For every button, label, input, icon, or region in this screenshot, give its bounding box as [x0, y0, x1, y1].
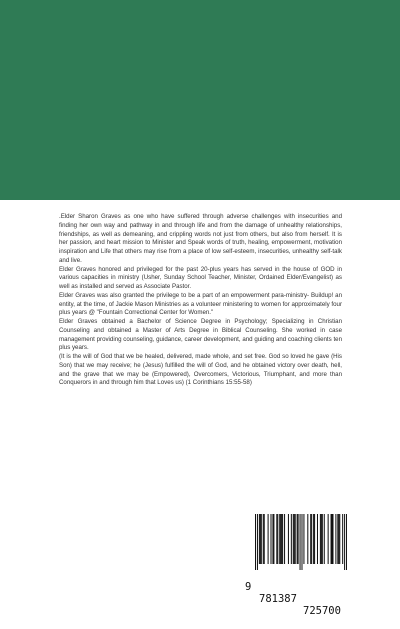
barcode-bar: [320, 514, 321, 564]
barcode-bar: [284, 514, 285, 564]
barcode-bar: [297, 514, 298, 564]
education-paragraph: Elder Graves obtained a Bachelor of Science Degree in Psychology; Specializing in Christian Counseling and obtained a Master of Arts Degree in Biblical Counseling. She worked in case management providing counseling, guidance, career development, and guiding and coaching clients ten plus years.: [59, 318, 342, 352]
barcode-bar: [272, 514, 273, 564]
barcode-bar: [303, 514, 304, 564]
barcode-bar: [339, 514, 340, 564]
barcode-bar: [263, 514, 264, 564]
barcode-bar: [259, 514, 260, 564]
barcode-bar: [279, 514, 280, 564]
barcode-bar: [277, 514, 278, 564]
barcode-bar: [337, 514, 338, 564]
barcode-bars: [255, 514, 347, 570]
barcode-bar: [324, 514, 325, 564]
barcode-digits: [243, 569, 349, 629]
barcode-bar: [280, 514, 281, 564]
barcode-bar: [338, 514, 339, 564]
cover-color-band: [0, 0, 400, 200]
barcode-bar: [281, 514, 282, 564]
barcode-bar: [270, 514, 271, 564]
barcode-bar: [282, 514, 283, 564]
barcode-bar: [276, 514, 277, 564]
barcode-bar: [293, 514, 294, 564]
scripture-paragraph: (It is the will of God that we be healed, delivered, made whole, and set free. God so loved he gave (His Son) that we may receive; he (Jesus) fulfilled the will of God, and he obtained victory over death, hell, and the grave that we may be (Empowered), Overcomers, Victorious, Triumphant, and more than Conquerors in and through him that Loves us) (1 Corinthians 15:55-58): [59, 353, 342, 387]
para-ministry-paragraph: Elder Graves was also granted the privilege to be a part of an empowerment para-ministry- Buildup! an entity, at the time, of Jackie Mason Ministries as a volunteer ministering to women for approximately four plus years @ "Fountain Correctional Center for Women.": [59, 291, 342, 317]
barcode-bar: [261, 514, 262, 564]
barcode-bar: [288, 514, 289, 564]
barcode-bar: [346, 514, 347, 570]
barcode-bar: [332, 514, 333, 564]
barcode-bar: [295, 514, 296, 564]
barcode-lead-digit: 9: [245, 581, 252, 593]
barcode-bar: [307, 514, 308, 564]
barcode-bar: [314, 514, 315, 564]
barcode-bar: [257, 514, 258, 570]
barcode-bar: [273, 514, 274, 564]
barcode-bar: [264, 514, 265, 564]
barcode-bar: [313, 514, 314, 564]
barcode-bar: [322, 514, 323, 564]
barcode-bar: [344, 514, 345, 570]
barcode-right-group: 725700: [303, 605, 341, 617]
barcode-bar: [328, 514, 329, 564]
bio-paragraph: .Elder Sharon Graves as one who have suffered through adverse challenges with insecurities and finding her own way and pathway in and through life and from the damage of unhealthy relationships, friendships, as well as demeaning, and crippling words not just from others, but also from herself. It is her passion, and heart mission to Minister and Speak words of truth, healing, empowerment, motivation inspiration and Life that others may rise from a place of low self-esteem, insecurities, unhealthy self-talk and live.: [59, 213, 342, 264]
barcode-bar: [311, 514, 312, 564]
barcode-bar: [317, 514, 318, 564]
isbn-barcode: [243, 514, 349, 617]
barcode-bar: [294, 514, 295, 564]
barcode-bar: [321, 514, 322, 564]
barcode-bar: [335, 514, 336, 564]
barcode-bar: [268, 514, 269, 564]
back-cover-text: [59, 213, 342, 388]
barcode-bar: [342, 514, 343, 564]
barcode-bar: [332, 514, 333, 564]
barcode-bar: [301, 514, 302, 570]
barcode-bar: [298, 514, 299, 564]
barcode-bar: [260, 514, 261, 564]
ministry-paragraph: Elder Graves honored and privileged for the past 20-plus years has served in the house of GOD in various capacities in ministry (Usher, Sunday School Teacher, Minister, Ordained Elder/Evangelist) as well as installed and served as Associate Pastor.: [59, 265, 342, 290]
barcode-bar: [255, 514, 256, 570]
barcode-bar: [331, 514, 332, 564]
barcode-bar: [291, 514, 292, 564]
barcode-bar: [310, 514, 311, 564]
barcode-bar: [300, 514, 301, 570]
barcode-left-group: 781387: [259, 593, 297, 605]
